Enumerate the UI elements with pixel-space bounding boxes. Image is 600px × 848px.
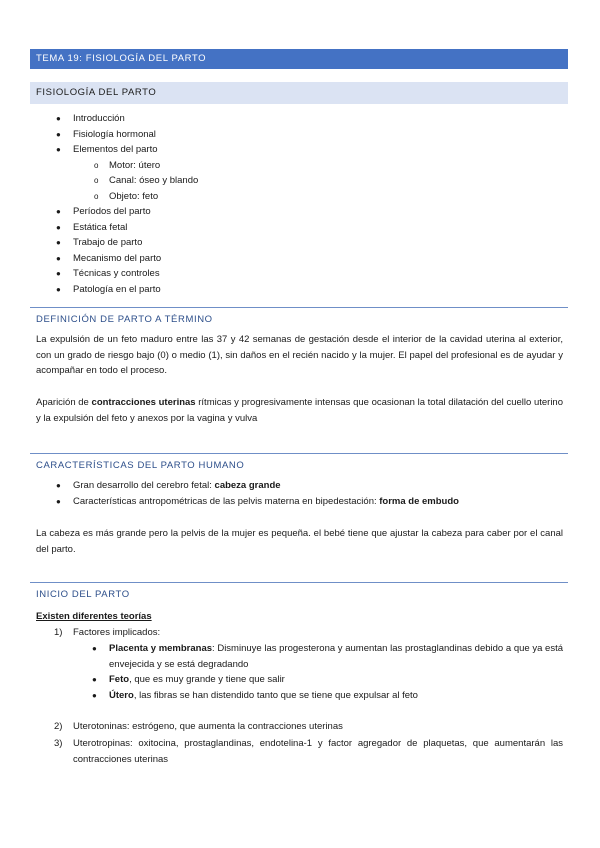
sub-list-item: o Motor: útero: [109, 158, 198, 174]
bullet-icon: ●: [56, 269, 61, 278]
bullet-icon: ●: [56, 238, 61, 247]
list-item: ● Fisiología hormonal: [73, 127, 198, 143]
sub-list-item: o Objeto: feto: [109, 189, 198, 205]
list-item: ● Características antropométricas de las pelvis materna en bipedestación: forma de embudo: [73, 494, 459, 510]
bullet-icon: ●: [92, 644, 97, 653]
bullet-icon: ●: [56, 222, 61, 232]
list-item: ● Estática fetal: [73, 220, 198, 236]
section-heading-definicion: DEFINICIÓN DE PARTO A TÉRMINO: [30, 307, 568, 325]
list-item: ● Mecanismo del parto: [73, 251, 198, 267]
circle-bullet-icon: o: [94, 191, 99, 201]
page-title: TEMA 19: FISIOLOGÍA DEL PARTO: [30, 49, 568, 69]
list-item: ● Introducción: [73, 111, 198, 127]
section-title: FISIOLOGÍA DEL PARTO: [30, 82, 568, 104]
list-item: ● Trabajo de parto: [73, 235, 198, 251]
section-heading-caracteristicas: CARACTERÍSTICAS DEL PARTO HUMANO: [30, 453, 568, 471]
bullet-icon: ●: [56, 145, 61, 154]
definition-paragraph: La expulsión de un feto maduro entre las 37 y 42 semanas de gestación desde el interior de la cavidad uterina al exterior, con un grado de riesgo bajo (0) o medio (1), sin daños en el recién nacido y la mujer. El papel del profesional es de ayudar y acompañar en todo el proceso.: [36, 334, 563, 376]
numbered-item-3: 3) Uterotropinas: oxitocina, prostaglandinas, endotelina-1 y factor agregador de plaquetas, que aumentarán las contracciones uterinas: [54, 738, 563, 765]
bullet-icon: ●: [56, 481, 61, 490]
list-item: ● Placenta y membranas: Disminuye las progesterona y aumentan las prostaglandinas debido a que ya está envejecida y se está degradando: [92, 643, 563, 670]
list-item: ● Técnicas y controles: [73, 266, 198, 282]
numbered-item-1: 1) Factores implicados:: [54, 627, 161, 638]
bullet-icon: ●: [56, 253, 61, 263]
features-list: [56, 478, 459, 509]
list-item: ● Útero, las fibras se han distendido tanto que se tiene que expulsar al feto: [109, 688, 563, 704]
theories-subheading: Existen diferentes teorías: [36, 611, 152, 622]
list-item: ● Períodos del parto: [73, 204, 198, 220]
bullet-icon: ●: [92, 675, 97, 684]
list-item: ● Feto, que es muy grande y tiene que salir: [109, 672, 563, 688]
bullet-icon: ●: [56, 284, 61, 294]
circle-bullet-icon: o: [94, 160, 99, 170]
circle-bullet-icon: o: [94, 176, 99, 185]
list-item: ● Elementos del parto: [73, 142, 198, 158]
list-item: ● Gran desarrollo del cerebro fetal: cabeza grande: [73, 478, 459, 494]
head-pelvis-paragraph: La cabeza es más grande pero la pelvis de la mujer es pequeña. el bebé tiene que ajustar la cabeza para caber por el canal del parto.: [36, 528, 563, 555]
factors-list: [92, 641, 563, 703]
bullet-icon: ●: [56, 207, 61, 216]
topic-outline: [56, 111, 199, 297]
contractions-paragraph: Aparición de contracciones uterinas rítmicas y progresivamente intensas que ocasionan la total dilatación del cuello uterino y la expulsión del feto y anexos por la vagina y vulva: [36, 397, 564, 424]
numbered-item-2: 2) Uterotoninas: estrógeno, que aumenta la contracciones uterinas: [54, 721, 343, 732]
bullet-icon: ●: [56, 496, 61, 506]
bullet-icon: ●: [56, 129, 61, 139]
bullet-icon: ●: [92, 690, 97, 700]
bullet-icon: ●: [56, 114, 61, 123]
sub-list-item: o Canal: óseo y blando: [109, 173, 198, 189]
list-item: ● Patología en el parto: [73, 282, 198, 298]
section-heading-inicio: INICIO DEL PARTO: [30, 582, 568, 600]
